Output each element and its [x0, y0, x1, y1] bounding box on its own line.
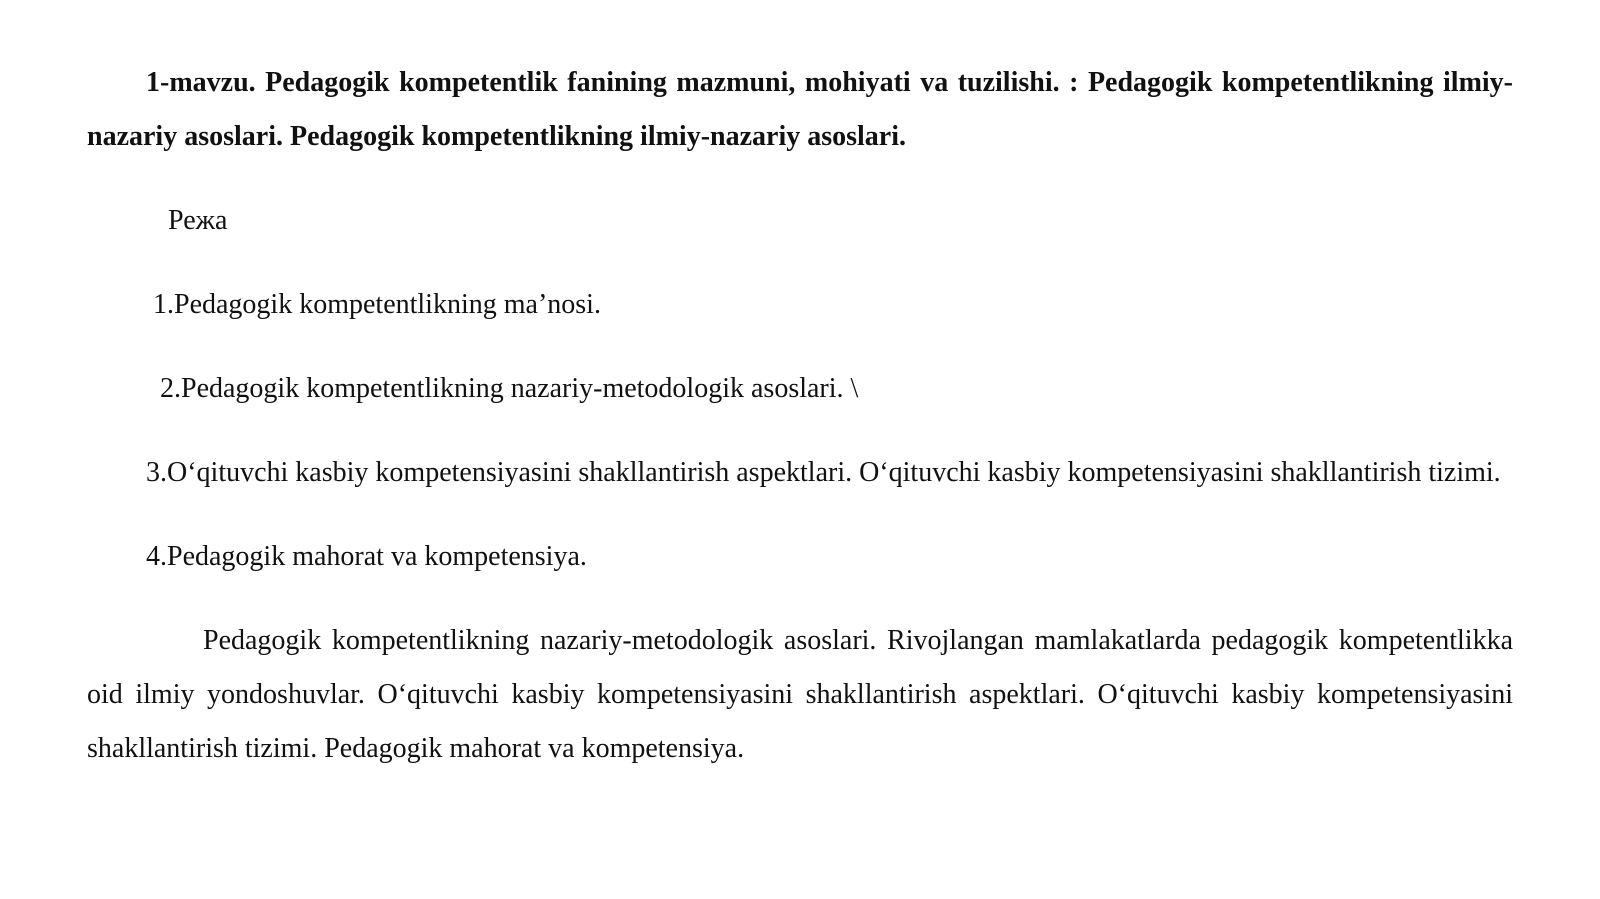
plan-item-4: 4.Pedagogik mahorat va kompetensiya. [146, 541, 587, 572]
plan-item-3: 3.O‘qituvchi kasbiy kompetensiyasini shakllantirish aspektlari. O‘qituvchi kasbiy kompetensiyasini shakllantirish tizimi. [146, 457, 1501, 488]
plan-item-1: 1.Pedagogik kompetentlikning ma’nosi. [153, 289, 601, 320]
plan-heading: Режа [168, 205, 228, 236]
document-title: 1-mavzu. Pedagogik kompetentlik fanining mazmuni, mohiyati va tuzilishi. : Pedagogik kompetentlikning ilmiy-nazariy asoslari. Pedagogik kompetentlikning ilmiy-nazariy asoslari. [87, 67, 1513, 152]
plan-item-2: 2.Pedagogik kompetentlikning nazariy-metodologik asoslari. \ [160, 373, 859, 404]
body-paragraph: Pedagogik kompetentlikning nazariy-metodologik asoslari. Rivojlangan mamlakatlarda pedagogik kompetentlikka oid ilmiy yondoshuvlar. O‘qituvchi kasbiy kompetensiyasini shakllantirish aspektlari. O‘qituvchi kasbiy kompetensiyasini shakllantirish tizimi. Pedagogik mahorat va kompetensiya. [87, 625, 1513, 764]
document-page [87, 56, 1513, 776]
